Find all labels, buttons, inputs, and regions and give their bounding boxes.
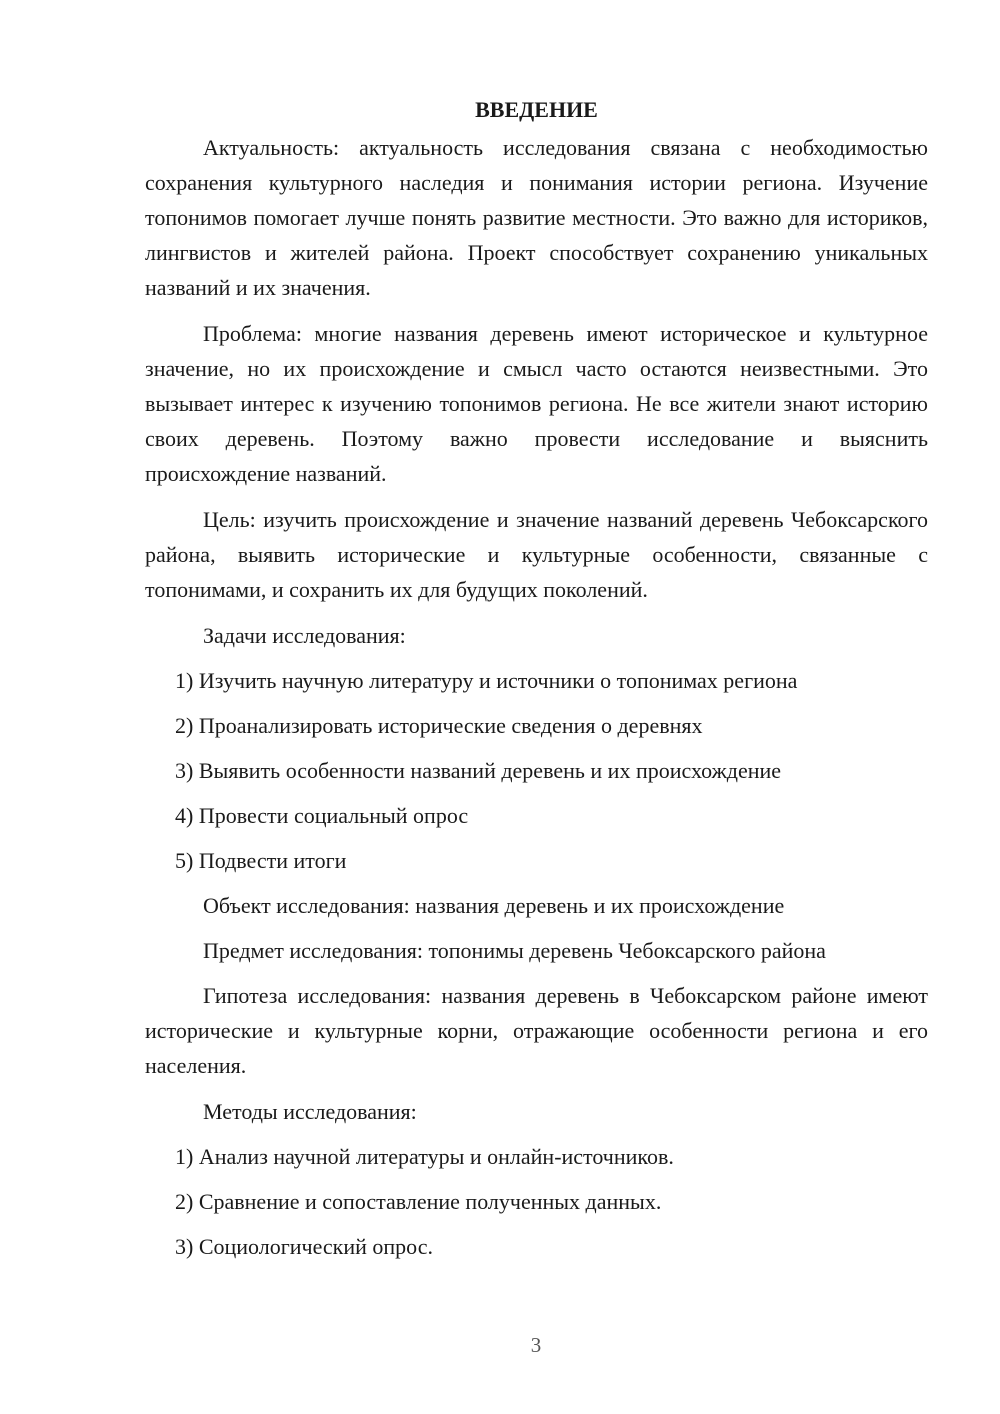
task-item: 2) Проанализировать исторические сведения о деревнях	[175, 713, 703, 738]
tasks-list	[145, 663, 928, 878]
section-heading: ВВЕДЕНИЕ	[475, 97, 598, 122]
page-number: 3	[530, 1333, 542, 1357]
relevance-paragraph: Актуальность: актуальность исследования связана с необходимостью сохранения культурного наследия и понимания истории региона. Изучение топонимов помогает лучше понять развитие местности. Это важно для историков, лингвистов и жителей района. Проект способствует сохранению уникальных названий и их значения.	[145, 135, 928, 300]
problem-paragraph: Проблема: многие названия деревень имеют историческое и культурное значение, но их происхождение и смысл часто остаются неизвестными. Это вызывает интерес к изучению топонимов региона. Не все жители знают историю своих деревень. Поэтому важно провести исследование и выяснить происхождение названий.	[145, 321, 928, 486]
methods-list	[145, 1139, 928, 1264]
method-item: 2) Сравнение и сопоставление полученных данных.	[175, 1189, 662, 1214]
hypothesis-paragraph: Гипотеза исследования: названия деревень в Чебоксарском районе имеют исторические и культурные корни, отражающие особенности региона и его населения.	[145, 983, 928, 1078]
task-item: 4) Провести социальный опрос	[175, 803, 469, 828]
tasks-title: Задачи исследования:	[203, 623, 406, 648]
methods-title: Методы исследования:	[203, 1099, 417, 1124]
research-subject: Предмет исследования: топонимы деревень Чебоксарского района	[203, 938, 826, 963]
method-item: 3) Социологический опрос.	[175, 1234, 433, 1259]
method-item: 1) Анализ научной литературы и онлайн-источников.	[175, 1144, 674, 1169]
task-item: 3) Выявить особенности названий деревень и их происхождение	[175, 758, 782, 783]
document-page	[145, 92, 928, 1312]
goal-paragraph: Цель: изучить происхождение и значение названий деревень Чебоксарского района, выявить исторические и культурные особенности, связанные с топонимами, и сохранить их для будущих поколений.	[145, 507, 928, 602]
task-item: 1) Изучить научную литературу и источники о топонимах региона	[175, 668, 798, 693]
research-object: Объект исследования: названия деревень и их происхождение	[203, 893, 785, 918]
task-item: 5) Подвести итоги	[175, 848, 347, 873]
